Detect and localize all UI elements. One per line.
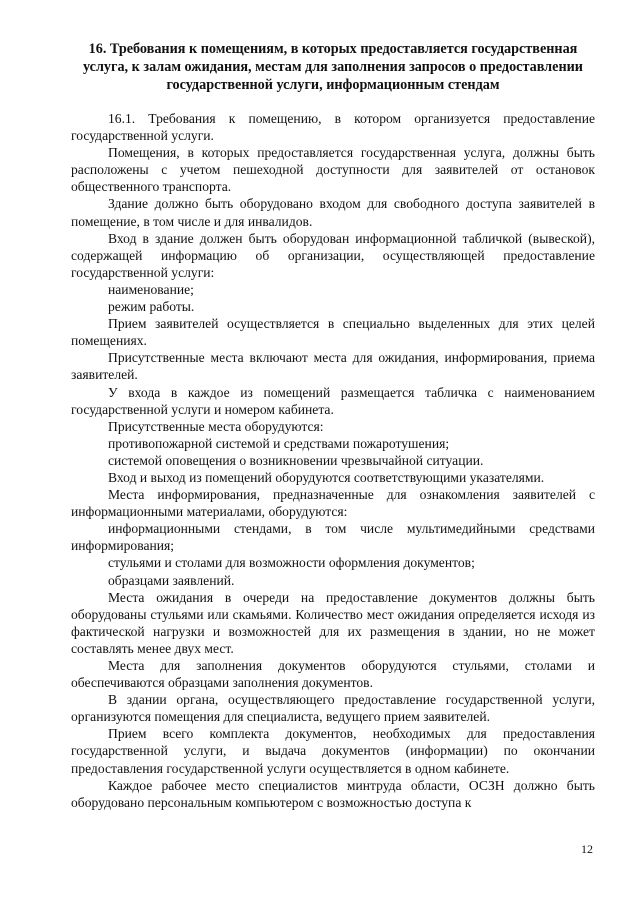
paragraph: Помещения, в которых предоставляется государственная услуга, должны быть расположены с учетом пешеходной доступности для заявителей от остановок общественного транспорта.	[71, 145, 595, 195]
list-item: режим работы.	[108, 299, 195, 315]
paragraph: Места информирования, предназначенные для ознакомления заявителей с информационными материалами, оборудуются:	[71, 487, 595, 520]
paragraph: Присутственные места включают места для ожидания, информирования, приема заявителей.	[71, 350, 595, 383]
paragraph: Здание должно быть оборудовано входом для свободного доступа заявителей в помещение, в том числе и для инвалидов.	[71, 196, 595, 229]
paragraph: У входа в каждое из помещений размещается табличка с наименованием государственной услуги и номером кабинета.	[71, 384, 595, 417]
document-body	[71, 110, 595, 811]
paragraph: Вход в здание должен быть оборудован информационной табличкой (вывеской), содержащей информацию об организации, осуществляющей предоставление государственной услуги:	[71, 230, 595, 280]
paragraph: Места для заполнения документов оборудуются стульями, столами и обеспечиваются образцами заполнения документов.	[71, 658, 595, 691]
paragraph: Места ожидания в очереди на предоставление документов должны быть оборудованы стульями или скамьями. Количество мест ожидания определяется исходя из фактической нагрузки и возможностей для их размещения в здании, но не может составлять менее двух мест.	[71, 589, 595, 656]
paragraph: Прием всего комплекта документов, необходимых для предоставления государственной услуги, и выдача документов (информации) по окончании предоставления государственной услуги осуществляется в одном кабинете.	[71, 726, 595, 776]
document-page	[71, 40, 595, 811]
list-item: системой оповещения о возникновении чрезвычайной ситуации.	[108, 452, 484, 468]
paragraph: Прием заявителей осуществляется в специально выделенных для этих целей помещениях.	[71, 316, 595, 349]
list-item: образцами заявлений.	[108, 572, 235, 588]
section-heading: 16. Требования к помещениям, в которых предоставляется государственная услуга, к залам ожидания, местам для заполнения запросов о предоставлении государственной услуги, информационным стендам	[83, 41, 583, 93]
paragraph: Вход и выход из помещений оборудуются соответствующими указателями.	[108, 469, 545, 485]
paragraph: Каждое рабочее место специалистов минтруда области, ОСЗН должно быть оборудовано персональным компьютером с возможностью доступа к	[71, 777, 595, 810]
paragraph: В здании органа, осуществляющего предоставление государственной услуги, организуются помещения для специалиста, ведущего прием заявителей.	[71, 692, 595, 725]
paragraph: 16.1. Требования к помещению, в котором организуется предоставление государственной услуги.	[71, 111, 595, 144]
paragraph: Присутственные места оборудуются:	[108, 418, 324, 434]
list-item: наименование;	[108, 281, 194, 297]
list-item: стульями и столами для возможности оформления документов;	[108, 555, 475, 571]
list-item: информационными стендами, в том числе мультимедийными средствами информирования;	[71, 521, 595, 554]
list-item: противопожарной системой и средствами пожаротушения;	[108, 435, 450, 451]
page-number: 12	[581, 842, 593, 856]
